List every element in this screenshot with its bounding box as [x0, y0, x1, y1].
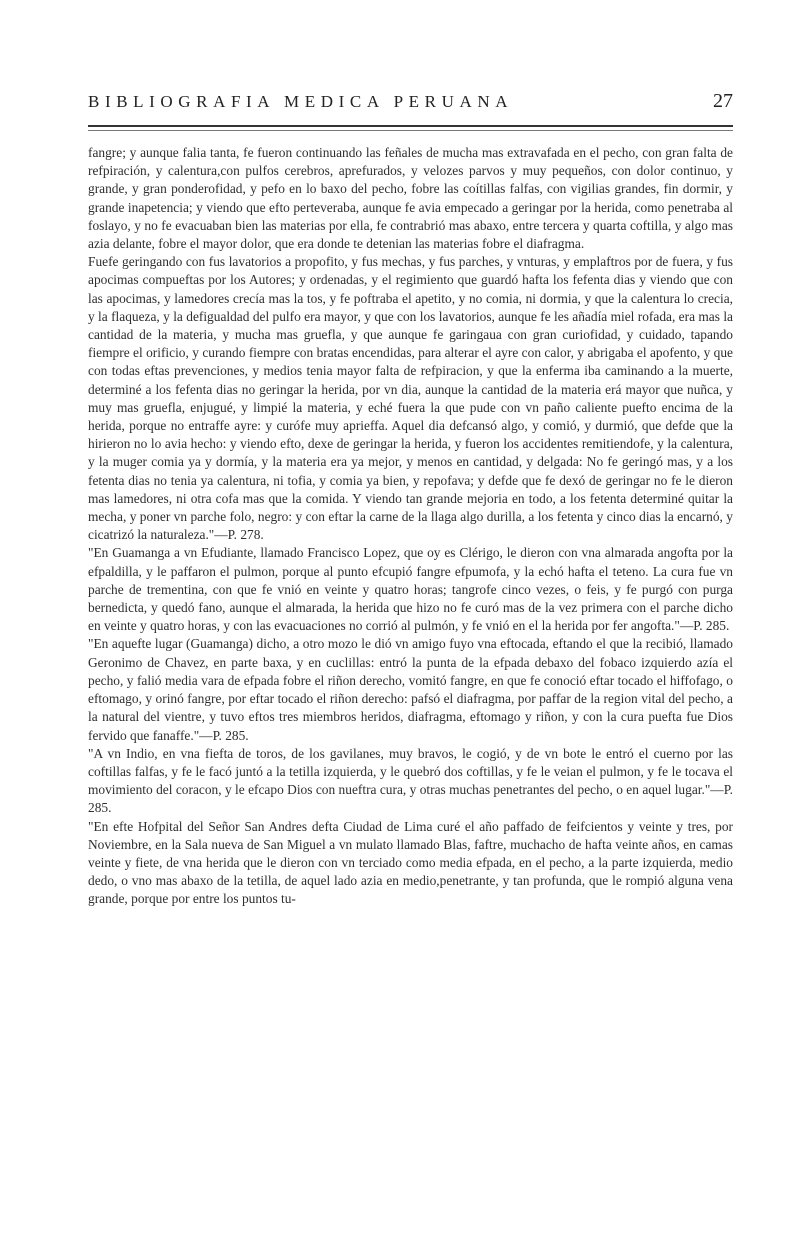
page-header	[88, 92, 733, 118]
paragraph: Fuefe geringando con fus lavatorios a propofito, y fus mechas, y fus parches, y vnturas, y emplaftros por de fuera, y fus apocimas compueftas por los Autores; y ordenadas, y el regimiento que guardó hafta los fefenta dias y viendo que con las apocimas, y lamedores crecía mas la tos, y fe poftraba el apetito, y no comia, ni dormia, y que la calentura lo crecia, y la flaqueza, y la defigualdad del pulfo era mayor, y que con los lavatorios, aunque fe les añadía miel rofada, era mas la cantidad de la materia, y mucha mas gruefla, y que aunque fe garingaua con gran curiofidad, y cuidado, tapando fiempre el orificio, y curando fiempre con bratas encendidas, para alterar el ayre con calor, y abrigaba el apofento, y que con todas eftas prevenciones, y medios tenia mayor falta de refpiracion, y que la enferma iba caminando a la muerte, determiné a los fefenta dias no geringar la herida, por vn dia, aunque la cantidad de la materia erá mayor que nuñca, y muy mas gruefla, enjugué, y limpié la materia, y eché fuera la que pude con vn paño caliente puefto encima de la herida, porque no entraffe ayre: y curófe muy aprieffa. Aquel dia defcansó algo, y comió, y durmió, que defde que la hirieron no lo avia hecho: y viendo efto, dexe de geringar la herida, y fueron los accidentes remitiendofe, y la calentura, y la muger comia ya y dormía, y la materia era ya mejor, y menos en cantidad, y delgada: No fe geringó mas, y a los fetenta dias no tenia ya calentura, ni tofia, y comia ya bien, y repofava; y defde que fe dexó de geringar no fe le dieron mas lamedores, ni otra cofa mas que la comida. Y viendo tan grande mejoria en todo, a los fetenta determiné quitar la mecha, y poner vn parche folo, negro: y con eftar la carne de la llaga algo durilla, a los fetenta y cinco dias la encarnó, y cicatrizó la naturaleza."—P. 278.	[88, 254, 733, 543]
body-text	[88, 144, 733, 909]
page-number: 27	[713, 90, 733, 112]
paragraph: "A vn Indio, en vna fiefta de toros, de los gavilanes, muy bravos, le cogió, y de vn bote le entró el cuerno por las coftillas falfas, y fe le facó juntó a la tetilla izquierda, y le quebró dos coftillas, y fe le veian el pulmon, y fe le tocava el movimiento del coracon, y le efcapo Dios con nueftra cura, y otras muchas penetrantes del pecho, o en aquel lugar."—P. 285.	[88, 745, 733, 816]
paragraph: fangre; y aunque falia tanta, fe fueron continuando las feñales de mucha mas extravafada en el pecho, con gran falta de refpiración, y calentura,con pulfos cerebros, aprefurados, y velozes parvos y muy pequeños, con dolor continuo, y grande, y gran ponderofidad, y pefo en lo baxo del pecho, fobre las coítillas falfas, con vigilias grandes, fin dormir, y grande inapetencia; y viendo que efto perteveraba, aunque fe avia empecado a geringar por la herida, como penetraba al foslayo, y no fe evacuaban bien las materias por ella, fe contrabrió mas abaxo, entre tercera y quarta coftilla, y algo mas azia delante, fobre el mayor dolor, que era donde te detenian las materias fobre el diafragma.	[88, 145, 733, 252]
header-rule-thin	[88, 130, 733, 131]
paragraph: "En Guamanga a vn Efudiante, llamado Francisco Lopez, que oy es Clérigo, le dieron con vna almarada angofta por la efpaldilla, y le paffaron el pulmon, porque al punto efcupió fangre efpumofa, y la echó hafta el teteno. La cura fue vn parche de trementina, con que fe vnió en veinte y quatro horas; tangrofe cinco vezes, o feis, y fe purgó con purga bernedicta, y quedó fano, aunque el almarada, la herida que hizo no fe curó mas de la vez primera con el parche dicho en veinte y quatro horas, y con las evacuaciones no corrió al pulmón, y fe vnió en el la herida por fer angofta."—P. 285.	[88, 545, 733, 634]
paragraph: "En aquefte lugar (Guamanga) dicho, a otro mozo le dió vn amigo fuyo vna eftocada, eftando el que la recibió, llamado Geronimo de Chavez, en parte baxa, y en cuclillas: entró la punta de la efpada debaxo del fobaco izquierdo azía el pecho, y falió media vara de efpada fobre el riñon derecho, vomitó fangre, en que fe conoció eftar tocado el hiffofago, o eftomago, y orinó fangre, por eftar tocado el riñon derecho: pafsó el diafragma, por paffar de la region vital del pecho, a la natural del vientre, y tuvo eftos tres miembros heridos, diafragma, eftomago y riñon, y con la cura puefta fue Dios fervido que fanaffe."—P. 285.	[88, 636, 733, 743]
running-title: BIBLIOGRAFIA MEDICA PERUANA	[88, 92, 514, 111]
paragraph: "En efte Hofpital del Señor San Andres defta Ciudad de Lima curé el año paffado de feifcientos y veinte y tres, por Noviembre, en la Sala nueva de San Miguel a vn mulato llamado Blas, faftre, muchacho de hafta veinte años, en camas veinte y fiete, de vna herida que le dieron con vn terciado como media efpada, en el pecho, a la parte izquierda, medio dedo, o vno mas abaxo de la tetilla, de aquel lado azia en medio,penetrante, y tan profunda, que le rompió alguna vena grande, porque por entre los puntos tu-	[88, 818, 733, 907]
header-rule	[88, 125, 733, 127]
